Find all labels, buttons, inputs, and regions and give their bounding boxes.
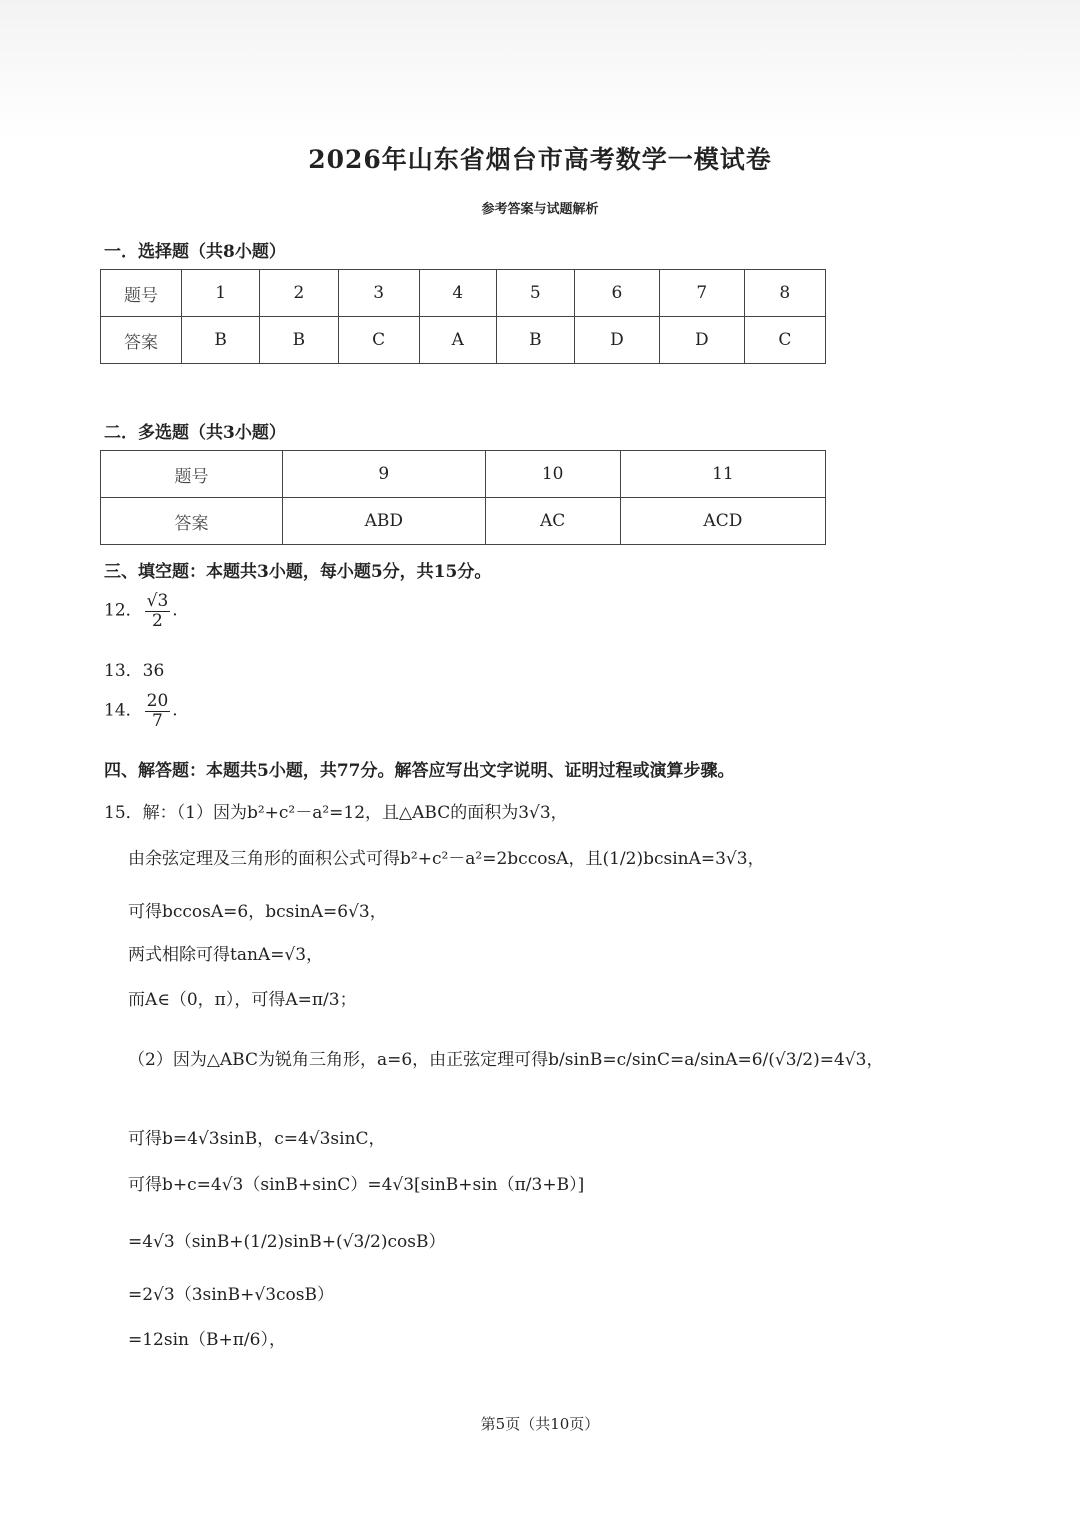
table-cell: 8 <box>744 270 825 317</box>
denominator: 7 <box>152 710 163 731</box>
choice-answer-table <box>100 269 826 364</box>
table-cell: 2 <box>260 270 338 317</box>
table-cell: B <box>182 317 260 364</box>
solution-line: 15．解：（1）因为b²+c²－a²=12，且△ABC的面积为3√3， <box>104 803 568 823</box>
numerator: √3 <box>146 591 169 611</box>
multi-answer-table <box>100 450 826 545</box>
table-cell: 4 <box>419 270 496 317</box>
table-cell: 10 <box>485 451 620 498</box>
table-cell: B <box>260 317 338 364</box>
page-footer: 第5页（共10页） <box>480 1415 600 1433</box>
question-label: 14． <box>104 700 143 721</box>
section-heading-multi: 二．多选题（共3小题） <box>104 423 286 443</box>
table-header-answer: 答案 <box>101 317 182 364</box>
table-cell: 11 <box>620 451 825 498</box>
solution-line: 两式相除可得tanA=√3， <box>128 945 324 965</box>
table-cell: B <box>496 317 574 364</box>
table-header-answer: 答案 <box>101 498 283 545</box>
table-cell: 3 <box>338 270 419 317</box>
answer-13: 13．36 <box>104 661 165 681</box>
solution-line: =2√3（3sinB+√3cosB） <box>128 1285 334 1305</box>
solution-line: =12sin（B+π/6）， <box>128 1330 286 1350</box>
table-cell: 6 <box>574 270 659 317</box>
page-subtitle: 参考答案与试题解析 <box>481 202 599 217</box>
table-cell: D <box>659 317 744 364</box>
table-cell: C <box>338 317 419 364</box>
table-cell: AC <box>485 498 620 545</box>
table-cell: 5 <box>496 270 574 317</box>
question-label: 12． <box>104 600 143 621</box>
solution-line: =4√3（sinB+(1/2)sinB+(√3/2)cosB） <box>128 1232 446 1252</box>
scan-shade <box>0 0 1080 140</box>
solution-line: 可得bccosA=6，bcsinA=6√3， <box>128 902 387 922</box>
table-cell: A <box>419 317 496 364</box>
solution-line: 可得b=4√3sinB，c=4√3sinC， <box>128 1129 386 1149</box>
section-heading-solution: 四、解答题：本题共5小题，共77分。解答应写出文字说明、证明过程或演算步骤。 <box>104 761 735 781</box>
table-cell: ACD <box>620 498 825 545</box>
section-heading-fill: 三、填空题：本题共3小题，每小题5分，共15分。 <box>104 562 492 582</box>
solution-line: 而A∈（0，π），可得A=π/3； <box>128 990 357 1010</box>
fraction <box>145 692 171 730</box>
numerator: 20 <box>146 691 169 711</box>
table-cell: ABD <box>283 498 486 545</box>
page-title: 2026年山东省烟台市高考数学一模试卷 <box>308 145 772 174</box>
table-header-number: 题号 <box>101 451 283 498</box>
table-header-number: 题号 <box>101 270 182 317</box>
solution-line: 由余弦定理及三角形的面积公式可得b²+c²－a²=2bccosA，且(1/2)bcsinA=3√3， <box>128 849 765 869</box>
table-cell: C <box>744 317 825 364</box>
table-cell: D <box>574 317 659 364</box>
solution-line: 可得b+c=4√3（sinB+sinC）=4√3[sinB+sin（π/3+B）] <box>128 1175 585 1195</box>
denominator: 2 <box>152 610 163 631</box>
section-heading-choice: 一．选择题（共8小题） <box>104 242 286 262</box>
answer-14: 14． $\frac{20}{7}$ . <box>104 691 178 731</box>
table-cell: 7 <box>659 270 744 317</box>
solution-line: （2）因为△ABC为锐角三角形，a=6，由正弦定理可得b/sinB=c/sinC=a/sinA=6/(√3/2)=4√3， <box>128 1050 884 1070</box>
table-cell: 9 <box>283 451 486 498</box>
fraction <box>145 592 171 630</box>
answer-12: 12． $\frac{√3}{2}$ . <box>104 591 178 631</box>
table-cell: 1 <box>182 270 260 317</box>
